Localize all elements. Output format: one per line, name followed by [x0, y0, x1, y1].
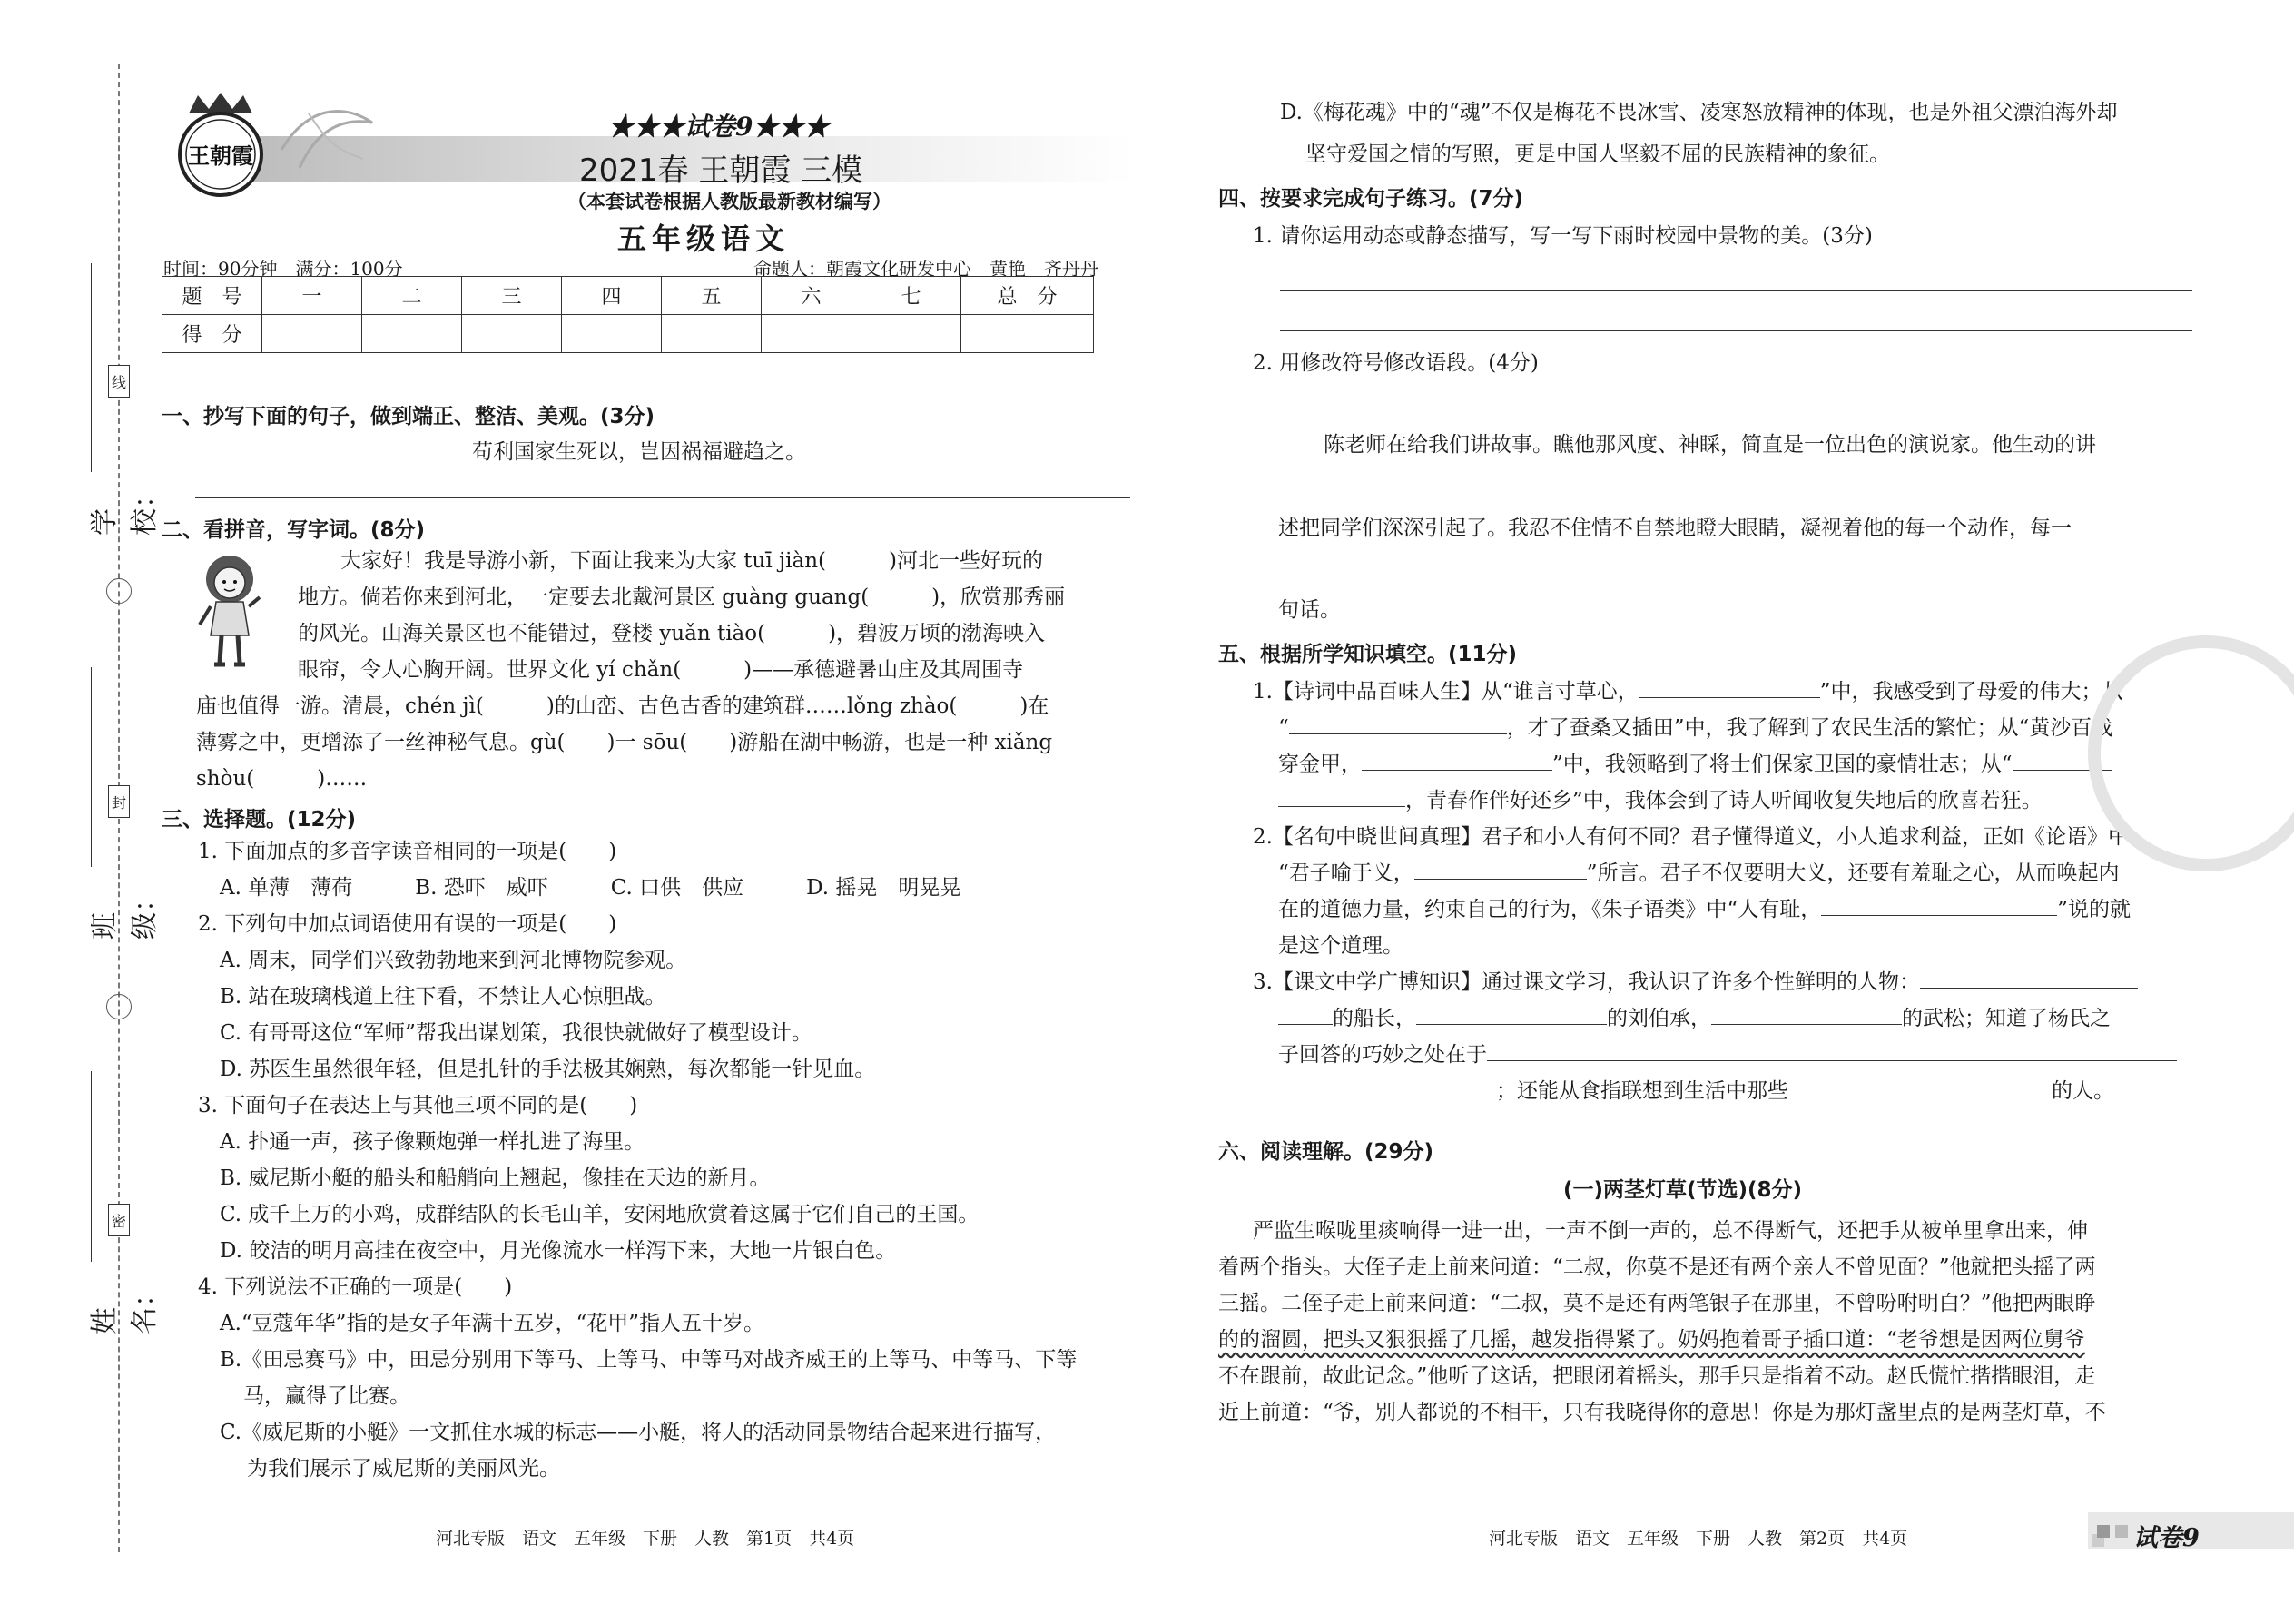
class-label: 班级： [89, 885, 161, 940]
class-underline [91, 667, 92, 867]
score-table-score-row [162, 315, 1094, 353]
q2-line-2: 地方。倘若你来到河北，一定要去北戴河景区 guàng guang( )，欣赏那秀丽 [298, 586, 1066, 609]
q5-3-text: 子回答的巧妙之处在于 [1278, 1043, 1487, 1067]
name-field[interactable] [64, 1071, 161, 1362]
q5-3-line-4 [1278, 1073, 2114, 1109]
q2-line-1: 大家好！我是导游小新，下面让我来为大家 tuī jiàn( )河北一些好玩的 [340, 549, 1043, 573]
score-table [162, 276, 1094, 353]
score-input-cell[interactable] [362, 315, 462, 353]
score-cell: 六 [762, 277, 861, 315]
q5-2-line-2 [1278, 855, 2120, 891]
q5-2-text: ”所言。君子不仅要明大义，还要有羞耻之心，从而唤起内 [1586, 861, 2120, 885]
score-input-cell[interactable] [861, 315, 961, 353]
q5-3-text: ；还能从食指联想到生活中那些 [1496, 1079, 1788, 1103]
q3-item: B.《田忌赛马》中，田忌分别用下等马、上等马、中等马对战齐威王的上等马、中等马、下等 [220, 1348, 1078, 1372]
q5-1-line-3 [1278, 746, 2112, 782]
q5-1-text: “ [1278, 716, 1289, 740]
score-cell: 三 [462, 277, 562, 315]
q3-item: C. 有哥哥这位“军师”帮我出谋划策，我很快就做好了模型设计。 [220, 1021, 812, 1045]
q4-paragraph-line-1: 陈老师在给我们讲故事。瞧他那风度、神睬，简直是一位出色的演说家。他生动的讲 [1324, 433, 2096, 457]
q2-line-3: 的风光。山海关景区也不能错过，登楼 yuǎn tiào( )，碧波万顷的渤海映入 [298, 622, 1046, 645]
q4-title: 四、按要求完成句子练习。(7分) [1218, 187, 1524, 211]
score-input-cell[interactable] [262, 315, 362, 353]
score-cell: 四 [562, 277, 662, 315]
q5-2-text: “君子喻于义， [1278, 861, 1414, 885]
q5-1-line-1 [1253, 674, 2122, 710]
q5-2-line-3 [1278, 891, 2131, 928]
q5-3-blank-4b[interactable] [1278, 1075, 1496, 1097]
binding-strip [0, 0, 161, 1624]
tour-guide-girl-icon [192, 552, 267, 670]
q5-3-line-3 [1278, 1037, 2177, 1073]
score-cell: 一 [262, 277, 362, 315]
reading-line-4: 的的溜圆，把头又狠狠摇了几摇，越发指得紧了。奶妈抱着哥子插口道：“老爷想是因两位舅爷 [1218, 1328, 2085, 1352]
q1-title: 一、抄写下面的句子，做到端正、整洁、美观。(3分) [162, 405, 655, 428]
q5-3-blank-1b[interactable] [1278, 1002, 1333, 1025]
time-score: 时间：90分钟 满分：100分 [163, 258, 403, 280]
q5-3-text: 的船长， [1333, 1007, 1416, 1030]
logo [171, 91, 271, 200]
q5-1-blank-2[interactable] [1289, 712, 1507, 734]
score-input-cell[interactable] [762, 315, 861, 353]
score-input-cell[interactable] [462, 315, 562, 353]
name-label: 姓名： [89, 1280, 161, 1334]
score-cell: 七 [861, 277, 961, 315]
footer-tag-squares [2097, 1525, 2110, 1538]
q5-2-blank-2[interactable] [1821, 893, 2057, 916]
reading-line-3: 三摇。二侄子走上前来问道：“二叔，莫不是还有两笔银子在那里，不曾吩咐明白？”他把两眼睁 [1218, 1292, 2096, 1315]
q5-3-blank-3[interactable] [1711, 1002, 1902, 1025]
school-field[interactable] [64, 263, 161, 554]
score-cell: 二 [362, 277, 462, 315]
ribbon-decoration [272, 95, 381, 177]
score-table-header-row [162, 277, 1094, 315]
score-cell: 题 号 [162, 277, 262, 315]
footer-left: 河北专版 语文 五年级 下册 人教 第1页 共4页 [436, 1529, 855, 1549]
q4-answer-line-2[interactable] [1280, 330, 2192, 331]
q4-paragraph-line-3: 句话。 [1278, 598, 1341, 622]
q3-option-d-line2: 坚守爱国之情的写照，更是中国人坚毅不屈的民族精神的象征。 [1305, 143, 1890, 166]
q3-item: A. 周末，同学们兴致勃勃地来到河北博物院参观。 [220, 949, 687, 972]
q4-item-1: 1. 请你运用动态或静态描写，写一写下雨时校园中景物的美。(3分) [1253, 224, 1873, 248]
q3-item: D. 苏医生虽然很年轻，但是扎针的手法极其娴熟，每次都能一针见血。 [220, 1058, 876, 1081]
reading-title: (一)两茎灯草(节选)(8分) [1563, 1178, 1803, 1202]
q1-answer-line[interactable] [195, 497, 1130, 498]
q5-1-text: ，才了蚕桑又插田”中，我了解到了农民生活的繁忙；从“黄沙百战 [1506, 716, 2113, 740]
series-label: ★★★试卷9★★★ [608, 112, 830, 142]
q5-3-blank-1[interactable] [1920, 966, 2138, 989]
binding-hole-1 [106, 578, 132, 604]
q5-1-line-2 [1278, 710, 2112, 746]
q5-3-text: 的武松；知道了杨氏之 [1902, 1007, 2111, 1030]
q3-item: 马，赢得了比赛。 [243, 1384, 410, 1408]
binding-hole-2 [106, 994, 132, 1019]
q3-title: 三、选择题。(12分) [162, 808, 357, 832]
q5-1-line-4 [1278, 782, 2043, 819]
q3-item: D. 皎洁的明月高挂在夜空中，月光像流水一样泻下来，大地一片银白色。 [220, 1239, 897, 1263]
q3-item: C. 成千上万的小鸡，成群结队的长毛山羊，安闲地欣赏着这属于它们自己的王国。 [220, 1203, 980, 1226]
q2-line-6: 薄雾之中，更增添了一丝神秘气息。gù( )一 sōu( )游船在湖中畅游，也是一种 xiǎng [196, 731, 1053, 754]
q4-item-2: 2. 用修改符号修改语段。(4分) [1253, 351, 1539, 375]
q2-line-4: 眼帘，令人心胸开阔。世界文化 yí chǎn( )——承德避暑山庄及其周围寺 [298, 658, 1024, 682]
reading-line-6: 近上前道：“爷，别人都说的不相干，只有我晓得你的意思！你是为那灯盏里点的是两茎灯草，不 [1218, 1401, 2106, 1424]
footer-right: 河北专版 语文 五年级 下册 人教 第2页 共4页 [1489, 1529, 1908, 1549]
score-input-cell[interactable] [662, 315, 762, 353]
q2-line-5: 庙也值得一游。清晨，chén jì( )的山峦、古色古香的建筑群……lǒng zhào( )在 [196, 694, 1049, 718]
q5-1-text: 1.【诗词中品百味人生】从“谁言寸草心， [1253, 680, 1639, 704]
q3-item: A.“豆蔻年华”指的是女子年满十五岁，“花甲”指人五十岁。 [220, 1312, 764, 1335]
score-cell: 五 [662, 277, 762, 315]
q5-1-text: ”中，我领略到了将士们保家卫国的豪情壮志；从“ [1552, 753, 2013, 776]
score-cell: 总 分 [961, 277, 1094, 315]
q5-1-text: ，青春作伴好还乡”中，我体会到了诗人听闻收复失地后的欣喜若狂。 [1405, 789, 2043, 812]
reading-line-5: 不在跟前，故此记念。”他听了这话，把眼闭着摇头，那手只是指着不动。赵氏慌忙揩揩眼泪，走 [1218, 1364, 2096, 1388]
q5-2-line-1: 2.【名句中晓世间真理】君子和小人有何不同？君子懂得道义，小人追求利益，正如《论语》中 [1253, 825, 2129, 849]
school-label: 学校： [89, 481, 161, 536]
q5-3-text: 的人。 [2052, 1079, 2114, 1103]
q3-item: A. 单薄 薄荷 B. 恐吓 威吓 C. 口供 供应 D. 摇晃 明晃晃 [220, 876, 961, 900]
q5-3-line-1 [1253, 964, 2138, 1000]
q5-2-text: ”说的就 [2057, 898, 2132, 921]
q3-item: A. 扑通一声，孩子像颗炮弹一样扎进了海里。 [220, 1130, 645, 1154]
logo-text: 王朝霞 [188, 143, 253, 169]
q5-3-blank-5[interactable] [1788, 1075, 2052, 1097]
q2-line-7: shòu( )…… [196, 767, 368, 791]
q5-3-blank-2[interactable] [1416, 1002, 1607, 1025]
footer-tag: 试卷9 [2133, 1524, 2200, 1552]
q3-item: 为我们展示了威尼斯的美丽风光。 [247, 1457, 560, 1481]
q3-item: B. 威尼斯小艇的船头和船艄向上翘起，像挂在天边的新月。 [220, 1166, 771, 1190]
q5-1-text: ”中，我感受到了母爱的伟大；从 [1819, 680, 2123, 704]
q5-3-text: 3.【课文中学广博知识】通过课文学习，我认识了许多个性鲜明的人物： [1253, 970, 1920, 994]
q5-3-blank-4[interactable] [1487, 1038, 2177, 1061]
binding-mark-line: 线 [108, 365, 130, 398]
name-underline [91, 1071, 92, 1262]
q3-item: B. 站在玻璃栈道上往下看，不禁让人心惊胆战。 [220, 985, 666, 1009]
subject-title: 五年级语文 [617, 221, 791, 256]
q5-2-line-4: 是这个道理。 [1278, 934, 1403, 958]
q5-2-text: 在的道德力量，约束自己的行为，《朱子语类》中“人有耻， [1278, 898, 1822, 921]
score-input-cell[interactable] [562, 315, 662, 353]
q4-answer-line-1[interactable] [1280, 290, 2192, 291]
q3-item: 2. 下列句中加点词语使用有误的一项是( ) [198, 912, 617, 936]
q5-1-blank-4b[interactable] [1278, 784, 1405, 807]
reading-line-2: 着两个指头。大侄子走上前来问道：“二叔，你莫不是还有两个亲人不曾见面？”他就把头摇了两 [1218, 1255, 2096, 1279]
edition-note: （本套试卷根据人教版最新教材编写） [567, 190, 891, 212]
q4-paragraph-line-2: 述把同学们深深引起了。我忍不住情不自禁地瞪大眼睛，凝视着他的每一个动作，每一 [1278, 517, 2072, 540]
q5-3-line-2 [1278, 1000, 2111, 1037]
exam-title: 2021春 王朝霞 三模 [579, 153, 863, 189]
binding-mark-seal: 封 [108, 785, 130, 818]
q3-item: 4. 下列说法不正确的一项是( ) [198, 1275, 513, 1299]
binding-mark-secret: 密 [108, 1204, 130, 1236]
q3-item: C.《威尼斯的小艇》一文抓住水城的标志——小艇，将人的活动同景物结合起来进行描写， [220, 1421, 1057, 1444]
q5-2-blank-1[interactable] [1414, 857, 1587, 880]
q1-sentence: 苟利国家生死以，岂因祸福避趋之。 [472, 440, 806, 464]
reading-line-1: 严监生喉咙里痰响得一进一出，一声不倒一声的，总不得断气，还把手从被单里拿出来，伸 [1253, 1219, 2088, 1243]
q5-title: 五、根据所学知识填空。(11分) [1218, 643, 1518, 666]
class-field[interactable] [64, 667, 161, 958]
q3-item: 1. 下面加点的多音字读音相同的一项是( ) [198, 840, 617, 863]
school-underline [91, 263, 92, 472]
q5-1-blank-3[interactable] [1362, 748, 1552, 771]
q3-option-d-line1: D.《梅花魂》中的“魂”不仅是梅花不畏冰雪、凌寒怒放精神的体现，也是外祖父漂泊海外却 [1280, 101, 2118, 124]
score-row-label: 得 分 [162, 315, 262, 353]
q2-title: 二、看拼音，写字词。(8分) [162, 518, 426, 542]
author-line: 命题人：朝霞文化研发中心 黄艳 齐丹丹 [753, 258, 1098, 280]
q5-1-text: 穿金甲， [1278, 753, 1362, 776]
q3-item: 3. 下面句子在表达上与其他三项不同的是( ) [198, 1094, 638, 1117]
q6-title: 六、阅读理解。(29分) [1218, 1140, 1434, 1164]
q5-1-blank-1[interactable] [1639, 675, 1820, 698]
q5-3-text: 的刘伯承， [1607, 1007, 1711, 1030]
score-input-cell[interactable] [961, 315, 1094, 353]
